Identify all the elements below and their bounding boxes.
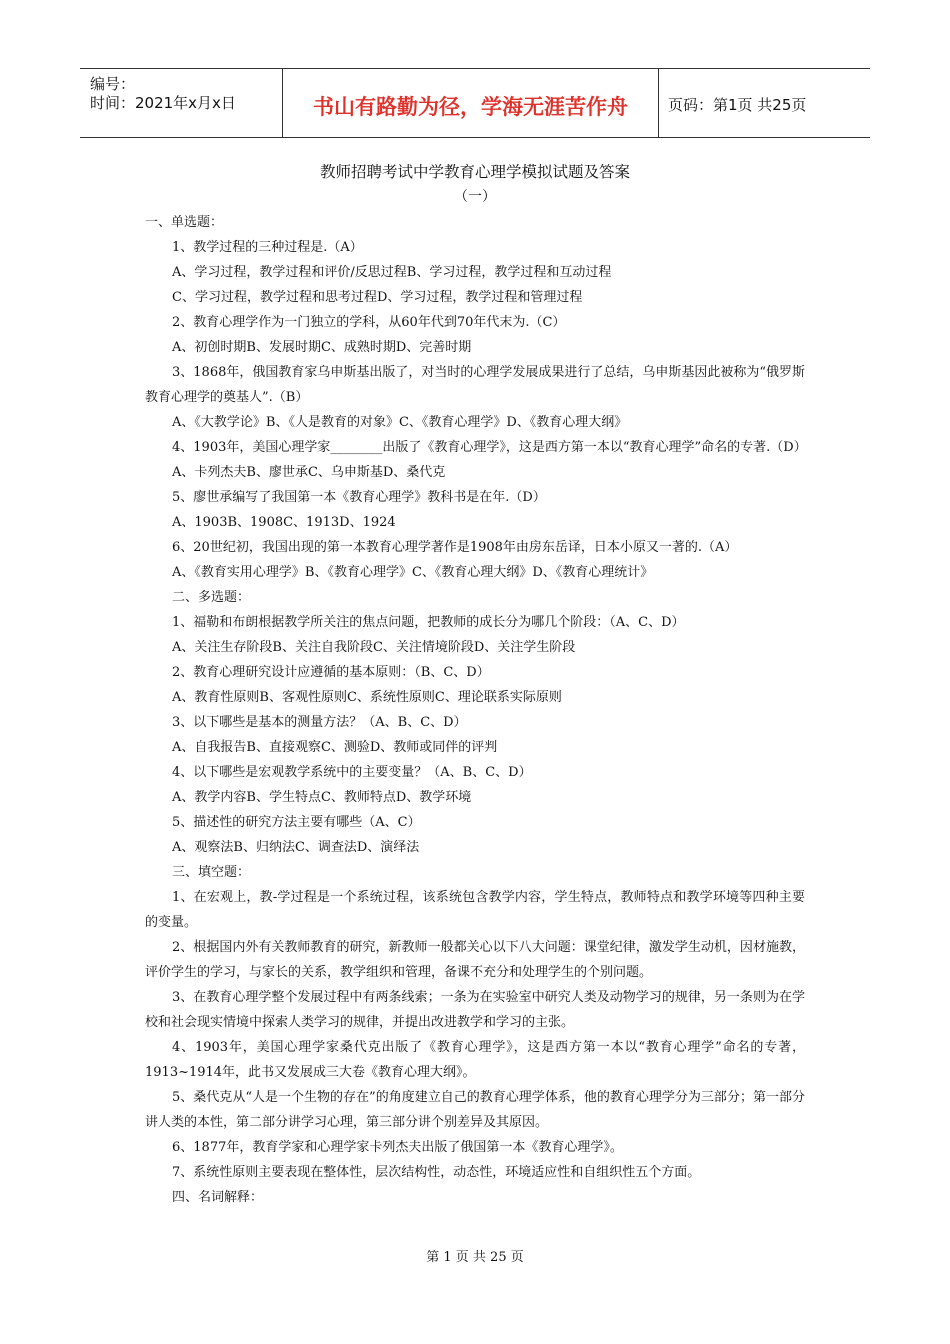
document-subtitle: （一）: [454, 189, 496, 205]
document-title: 教师招聘考试中学教育心理学模拟试题及答案: [319, 163, 630, 181]
text-line: 5、描述性的研究方法主要有哪些（A、C）: [172, 815, 421, 830]
page-info: 页码：第1页 共25页: [668, 96, 807, 114]
text-line: A、教育性原则B、客观性原则C、系统性原则C、理论联系实际原则: [172, 690, 562, 705]
text-line: A、学习过程，教学过程和评价/反思过程B、学习过程，教学过程和互动过程: [172, 265, 612, 280]
text-line: A、自我报告B、直接观察C、测验D、教师或同伴的评判: [172, 740, 498, 755]
text-line: A、教学内容B、学生特点C、教师特点D、教学环境: [172, 790, 472, 805]
text-line: 1、教学过程的三种过程是.（A）: [172, 240, 363, 255]
text-line: A、《教育实用心理学》B、《教育心理学》C、《教育心理大纲》D、《教育心理统计》: [172, 565, 654, 580]
page-footer: 第 1 页 共 25 页: [426, 1250, 524, 1265]
motto-text: 书山有路勤为径，学海无涯苦作舟: [313, 95, 628, 119]
number-label: 编号：: [90, 75, 136, 93]
text-line: A、观察法B、归纳法C、调查法D、演绎法: [172, 840, 420, 855]
text-line: 6、1877年，教育学家和心理学家卡列杰夫出版了俄国第一本《教育心理学》。: [172, 1140, 623, 1155]
paragraph: 4、1903年，美国心理学家桑代克出版了《教育心理学》，这是西方第一本以“教育心理学”命名的专著，1913~1914年，此书又发展成三大卷《教育心理大纲》。: [145, 1040, 805, 1080]
text-line: 6、20世纪初，我国出现的第一本教育心理学著作是1908年由房东岳译，日本小原又一著的.（A）: [172, 540, 738, 555]
text-line: 3、以下哪些是基本的测量方法？（A、B、C、D）: [172, 715, 467, 730]
document-lines: [145, 210, 805, 1210]
paragraph: 1、在宏观上，教-学过程是一个系统过程，该系统包含教学内容，学生特点，教师特点和教学环境等四种主要的变量。: [145, 890, 805, 930]
text-line: 2、教育心理学作为一门独立的学科，从60年代到70年代末为.（C）: [172, 315, 566, 330]
text-line: 1、福勒和布朗根据教学所关注的焦点问题，把教师的成长分为哪几个阶段：（A、C、D）: [172, 615, 685, 630]
text-line: 一、单选题：: [145, 215, 224, 230]
text-line: 2、教育心理研究设计应遵循的基本原则：（B、C、D）: [172, 665, 490, 680]
text-line: 四、名词解释：: [172, 1190, 264, 1205]
text-line: 二、多选题：: [172, 590, 251, 605]
header-meta-cell: [80, 69, 282, 137]
paragraph: 3、在教育心理学整个发展过程中有两条线索；一条为在实验室中研究人类及动物学习的规律，另一条则为在学校和社会现实情境中探索人类学习的规律，并提出改进教学和学习的主张。: [145, 990, 805, 1030]
text-line: 4、以下哪些是宏观教学系统中的主要变量？（A、B、C、D）: [172, 765, 532, 780]
text-line: 7、系统性原则主要表现在整体性，层次结构性，动态性，环境适应性和自组织性五个方面。: [172, 1165, 701, 1180]
header-table: [80, 68, 870, 138]
header-page-cell: [658, 69, 870, 137]
date-label: 时间：2021年x月x日: [90, 94, 236, 112]
text-line: 5、廖世承编写了我国第一本《教育心理学》教科书是在年.（D）: [172, 490, 546, 505]
text-line: A、卡列杰夫B、廖世承C、乌申斯基D、桑代克: [172, 465, 446, 480]
header-motto-cell: [282, 69, 659, 137]
text-line: C、学习过程，教学过程和思考过程D、学习过程，教学过程和管理过程: [172, 290, 583, 305]
text-line: A、关注生存阶段B、关注自我阶段C、关注情境阶段D、关注学生阶段: [172, 640, 576, 655]
text-line: 三、填空题：: [172, 865, 251, 880]
paragraph: 4、1903年，美国心理学家________出版了《教育心理学》，这是西方第一本以“教育心理学”命名的专著.（D）: [172, 440, 807, 455]
paragraph: 2、根据国内外有关教师教育的研究，新教师一般都关心以下八大问题：课堂纪律，激发学生动机，因材施教，评价学生的学习，与家长的关系，教学组织和管理，备课不充分和处理学生的个别问题。: [145, 940, 805, 980]
text-line: A、1903B、1908C、1913D、1924: [172, 515, 396, 530]
paragraph: 3、1868年，俄国教育家乌申斯基出版了，对当时的心理学发展成果进行了总结，乌申斯基因此被称为“俄罗斯教育心理学的奠基人”.（B）: [145, 365, 806, 405]
text-line: A、初创时期B、发展时期C、成熟时期D、完善时期: [172, 340, 472, 355]
text-line: A、《大教学论》B、《人是教育的对象》C、《教育心理学》D、《教育心理大纲》: [172, 415, 628, 430]
document-body: [145, 158, 805, 1210]
paragraph: 5、桑代克从“人是一个生物的存在”的角度建立自己的教育心理学体系，他的教育心理学分为三部分；第一部分讲人类的本性，第二部分讲学习心理，第三部分讲个别差异及其原因。: [145, 1090, 805, 1130]
